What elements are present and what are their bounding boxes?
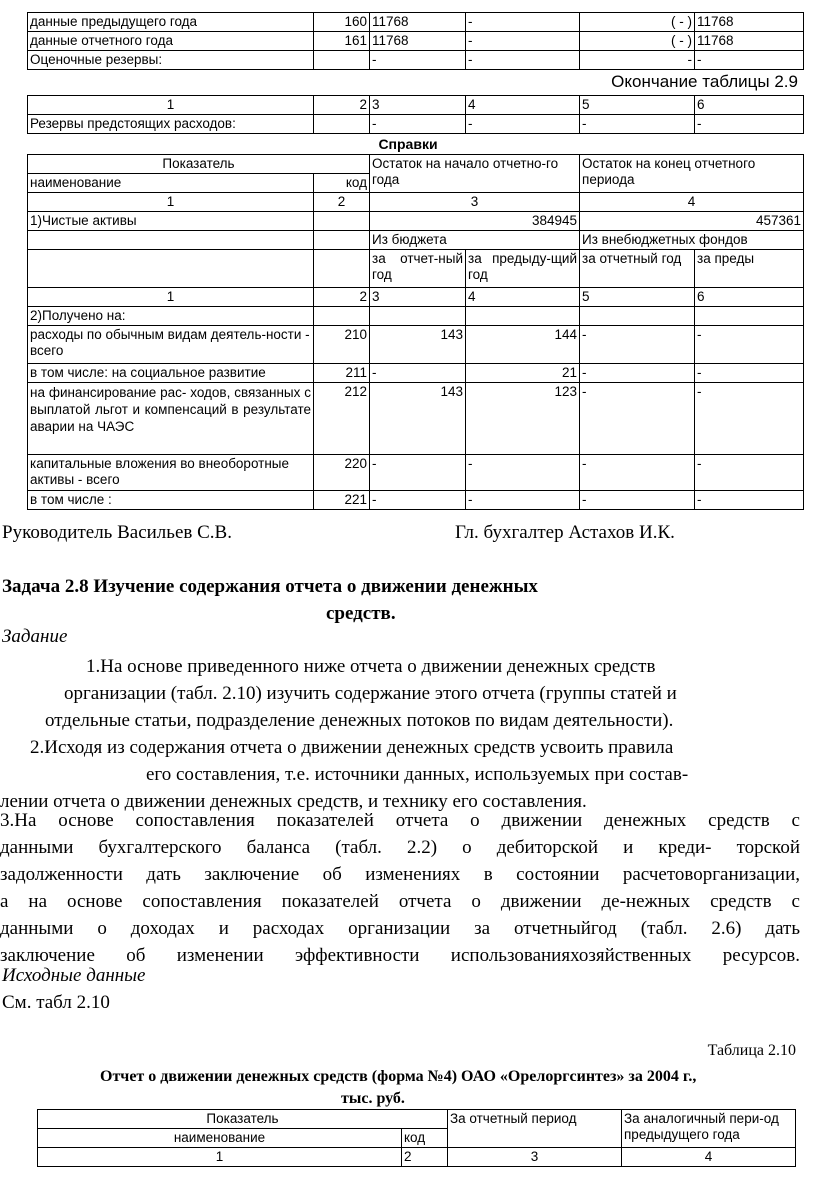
cell: 457361 [580,212,804,231]
cell: - [580,326,695,364]
table-row [28,383,804,455]
table-label: Таблица 2.10 [707,1042,796,1059]
cell: на финансирование рас- ходов, связанных с выплатой льгот и компенсаций в результате аварии на ЧАЭС [28,383,314,455]
cell: 143 [370,326,466,364]
cell: - [695,455,804,491]
table-row [28,288,804,307]
text-line: данными бухгалтерского баланса (табл. 2.2) о дебиторской и креди- торской [0,837,800,858]
cell: за предыду-щий год [466,250,580,288]
cell [314,307,370,326]
paragraph-2 [0,734,816,815]
cell: - [695,364,804,383]
header-code: код [314,174,370,193]
cell [314,115,370,134]
reference-title: Справки [378,136,438,152]
cell: ( - ) [580,13,695,32]
cell [28,250,314,288]
cashflow-table [37,1109,796,1167]
cell: 210 [314,326,370,364]
table-row [28,193,804,212]
cell: - [580,491,695,510]
text-line: данными о доходах и расходах организации за отчетныйгод (табл. 2.6) дать [0,918,800,939]
cell: - [370,364,466,383]
cell: 212 [314,383,370,455]
paragraph-3 [0,807,800,969]
task-label: Задание [2,626,68,647]
cell: 384945 [370,212,580,231]
cell: 11768 [370,32,466,51]
cell: 2 [314,96,370,115]
cell: расходы по обычным видам деятель-ности - всего [28,326,314,364]
cell: 1 [28,288,314,307]
table-row [38,1148,796,1167]
cell: - [370,51,466,70]
cell: - [580,364,695,383]
header-current-period: За отчетный период [448,1110,622,1148]
cell: 11768 [695,32,804,51]
cell [314,250,370,288]
text-line: отдельные статьи, подразделение денежных потоков по видам деятельности). [45,710,674,731]
table-row [28,491,804,510]
cell [28,231,314,250]
text-line: а на основе сопоставления показателей отчета о движении де-нежных средств с [0,891,800,912]
table-row [28,155,804,174]
cell: 11768 [695,13,804,32]
header-indicator: Показатель [28,155,370,174]
cell: 4 [466,288,580,307]
task-title [0,573,816,627]
table-row [28,32,804,51]
cell: 221 [314,491,370,510]
cell: - [466,51,580,70]
table-title [0,1066,816,1110]
cell: 21 [466,364,580,383]
cell [466,307,580,326]
cell: - [695,491,804,510]
cell: Из бюджета [370,231,580,250]
cell [314,51,370,70]
cell [695,307,804,326]
cell: - [466,455,580,491]
text-line: 1.На основе приведенного ниже отчета о движении денежных средств [86,656,656,677]
cell: - [695,51,804,70]
cell: 4 [622,1148,796,1167]
cell: Из внебюджетных фондов [580,231,804,250]
cell: за отчет-ный год [370,250,466,288]
cell: 5 [580,288,695,307]
cell: 3 [448,1148,622,1167]
cell: 211 [314,364,370,383]
cell: - [580,383,695,455]
cell [314,231,370,250]
text-line: организации (табл. 2.10) изучить содержание этого отчета (группы статей и [64,683,677,704]
table-row [38,1110,796,1129]
cell: - [580,51,695,70]
cell: за отчетный год [580,250,695,288]
header-indicator: Показатель [38,1110,448,1129]
paragraph-1 [0,653,816,734]
table-end [27,95,804,134]
header-code: код [402,1129,448,1148]
cell: 11768 [370,13,466,32]
cell: Резервы предстоящих расходов: [28,115,314,134]
cell: - [370,115,466,134]
cell: 161 [314,32,370,51]
signature-accountant: Гл. бухгалтер Астахов И.К. [455,522,675,543]
cell: 4 [466,96,580,115]
cell: 144 [466,326,580,364]
text-line: задолженности дать заключение об изменениях в состоянии расчетоворганизации, [0,864,800,885]
table-row [28,115,804,134]
task-title-line: Задача 2.8 Изучение содержания отчета о движении денежных [2,576,538,597]
cell: - [466,115,580,134]
cell: 2)Получено на: [28,307,314,326]
reference-table [27,154,804,510]
header-name: наименование [38,1129,402,1148]
cell: 4 [580,193,804,212]
cell: 160 [314,13,370,32]
table-row [28,326,804,364]
table-title-line: Отчет о движении денежных средств (форма №4) ОАО «Орелоргсинтез» за 2004 г., [100,1068,697,1085]
cell: 1 [38,1148,402,1167]
cell: - [466,13,580,32]
cell: 3 [370,193,580,212]
cell: ( - ) [580,32,695,51]
table-row [28,455,804,491]
table-row [28,212,804,231]
cell [370,307,466,326]
table-row [28,364,804,383]
table-continuation-caption: Окончание таблицы 2.9 [611,72,798,91]
cell: 2 [314,193,370,212]
text-line: его составления, т.е. источники данных, используемых при состав- [146,764,689,785]
cell [580,307,695,326]
header-name: наименование [28,174,314,193]
cell: 2 [402,1148,448,1167]
cell [314,212,370,231]
cell: 1 [28,96,314,115]
header-previous-period: За аналогичный пери-од предыдущего года [622,1110,796,1148]
table-row [28,13,804,32]
cell: 6 [695,288,804,307]
header-end-balance: Остаток на конец отчетного периода [580,155,804,193]
cell: 3 [370,96,466,115]
cell: 6 [695,96,804,115]
table-row [28,250,804,288]
cell: данные предыдущего года [28,13,314,32]
cell: - [695,326,804,364]
text-line: заключение об изменении эффективности использованияхозяйственных ресурсов. [0,945,800,966]
cell: 2 [314,288,370,307]
cell: в том числе : [28,491,314,510]
cell: 1 [28,193,314,212]
table-row [28,307,804,326]
cell: данные отчетного года [28,32,314,51]
header-start-balance: Остаток на начало отчетно-го года [370,155,580,193]
cell: 1)Чистые активы [28,212,314,231]
cell: капитальные вложения во внеоборотные активы - всего [28,455,314,491]
cell: Оценочные резервы: [28,51,314,70]
cell: - [370,455,466,491]
cell: 5 [580,96,695,115]
signature-head: Руководитель Васильев С.В. [2,522,232,543]
cell: - [695,383,804,455]
cell: 143 [370,383,466,455]
cell: - [695,115,804,134]
table-row [28,231,804,250]
table-title-line: тыс. руб. [341,1090,405,1107]
source-label: Исходные данные [2,965,146,986]
cell: - [466,32,580,51]
text-line: 2.Исходя из содержания отчета о движении денежных средств усвоить правила [30,737,674,758]
cell: за преды [695,250,804,288]
cell: 220 [314,455,370,491]
cell: - [580,455,695,491]
cell: - [580,115,695,134]
cell: - [466,491,580,510]
table-top [27,12,804,70]
text-line: лении отчета о движении денежных средств, и технику его составления. [0,791,587,812]
text-line: 3.На основе сопоставления показателей отчета о движении денежных средств с [0,810,800,831]
cell: 123 [466,383,580,455]
table-row [28,96,804,115]
cell: 3 [370,288,466,307]
cell: - [370,491,466,510]
task-title-line: средств. [326,603,396,624]
table-row [28,51,804,70]
cell: в том числе: на социальное развитие [28,364,314,383]
source-ref: См. табл 2.10 [2,992,110,1013]
